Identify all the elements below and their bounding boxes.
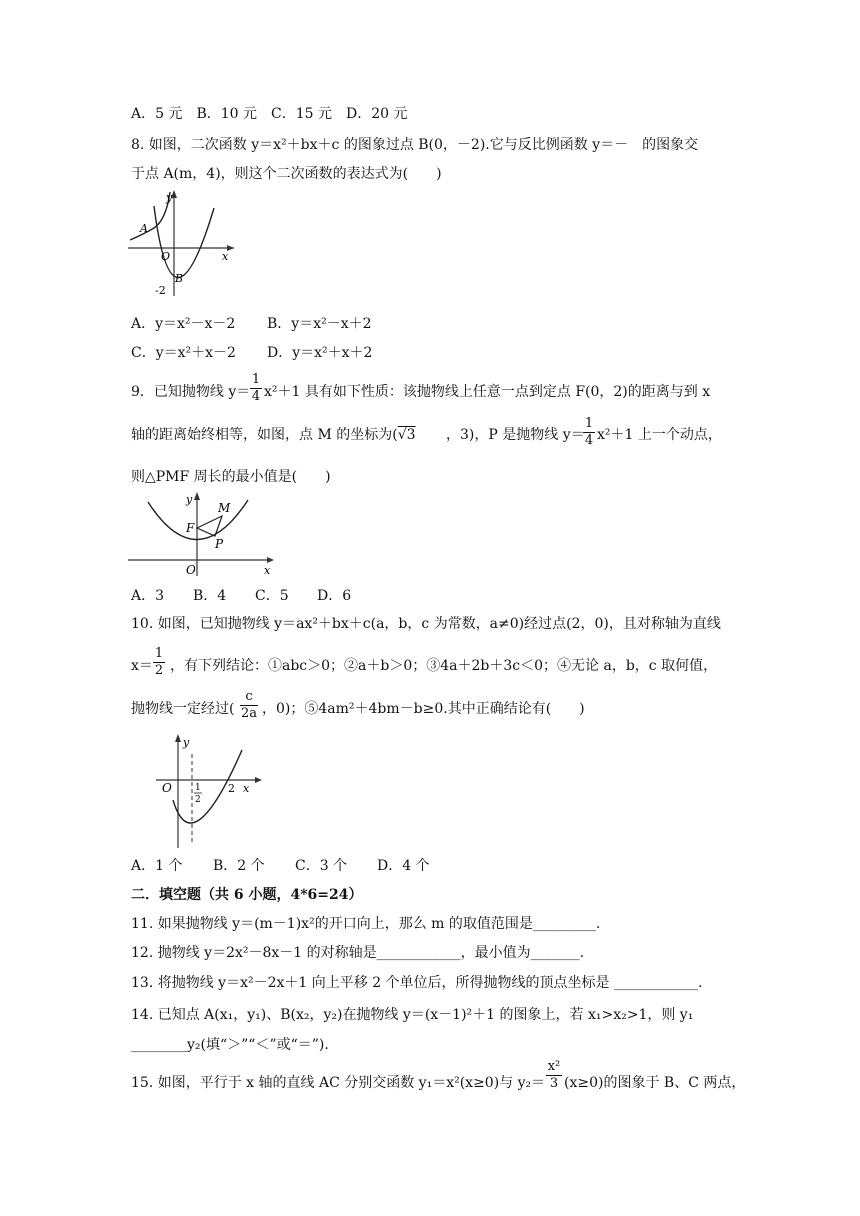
q8-label-O: O (161, 250, 171, 263)
q9-line1a: 9．已知抛物线 y＝ (131, 384, 251, 400)
q10-x-arrow (255, 777, 262, 783)
q9-label-M: M (218, 501, 231, 515)
q10-line1: 10. 如图，已知抛物线 y＝ax²＋bx＋c(a，b，c 为常数，a≠0)经过点(2，0)，且对称轴为直线 (131, 616, 721, 632)
q9-frac1-num: 1 (251, 372, 261, 387)
q10-option-c: C．3 个 (295, 858, 348, 874)
q9-frac1-den: 4 (251, 389, 261, 404)
q8-option-a: A．y＝x²－x－2 (131, 316, 236, 332)
q9-label-x: x (264, 564, 271, 577)
q8-label-B: B (175, 272, 184, 285)
q9-line3: 则△PMF 周长的最小值是( ) (131, 469, 331, 485)
q9-fraction-2 (583, 417, 595, 448)
q10-half-den: 2 (154, 663, 164, 678)
q10-line2a: x＝ (131, 658, 153, 674)
q8-option-d: D．y＝x²＋x＋2 (267, 345, 373, 361)
q8-hyperbola (130, 192, 170, 240)
q10-c-fraction (240, 690, 258, 721)
q10-label-O: O (162, 781, 172, 795)
q8-option-b: B．y＝x²－x＋2 (267, 316, 372, 332)
q9-option-b: B．4 (193, 588, 227, 604)
q9-frac2-den: 4 (584, 433, 594, 448)
q13: 13. 将抛物线 y＝x²－2x＋1 向上平移 2 个单位后，所得抛物线的顶点坐标是 ____________. (131, 975, 703, 991)
q15-frac-den: 3 (549, 1076, 559, 1091)
section-2-heading: 二．填空题（共 6 小题，4*6=24） (131, 887, 363, 903)
q10-line3a: 抛物线一定经过( (131, 701, 235, 717)
q9-y-arrow (194, 492, 200, 500)
q10-label-half-den: 2 (195, 795, 201, 805)
q9-figure (126, 490, 278, 580)
q10-half-num: 1 (154, 646, 164, 661)
q9-frac2-num: 1 (584, 416, 594, 431)
q10-line2b: ，有下列结论：①abc＞0；②a＋b＞0；③4a＋2b＋3c＜0；④无论 a，b，c 取何值， (170, 658, 718, 674)
q9-label-y: y (186, 493, 193, 506)
q9-sqrt3: √3 (397, 427, 416, 443)
q8-option-c: C．y＝x²＋x－2 (131, 345, 236, 361)
q9-label-P: P (215, 537, 224, 551)
q14-line1: 14. 已知点 A(x₁，y₁)、B(x₂，y₂)在抛物线 y＝(x－1)²＋1 的图象上，若 x₁>x₂>1，则 y₁ (131, 1007, 694, 1023)
q10-figure (154, 732, 266, 852)
q10-line3b: ，0)；⑤4am²＋4bm－b≥0.其中正确结论有( ) (262, 701, 585, 717)
q9-option-c: C．5 (255, 588, 289, 604)
q10-options (131, 857, 430, 875)
q8-label-minus2: -2 (155, 284, 166, 297)
q8-label-x: x (222, 250, 229, 263)
q12: 12. 抛物线 y＝2x²－8x－1 的对称轴是____________，最小值为_______. (131, 945, 585, 961)
q9-line2a: 轴的距离始终相等，如图，点 M 的坐标为( (131, 427, 398, 443)
q9-options (131, 587, 351, 605)
q8-line1: 8. 如图，二次函数 y＝x²＋bx＋c 的图象过点 B(0，－2).它与反比例函数 y＝－ 的图象交 (131, 137, 699, 153)
q11: 11. 如果抛物线 y＝(m－1)x²的开口向上，那么 m 的取值范围是_________. (131, 916, 601, 932)
q10-half-fraction (153, 647, 165, 678)
q15-frac-num: x² (547, 1059, 561, 1074)
q8-options-row2 (131, 344, 372, 362)
q10-label-half-num: 1 (195, 783, 201, 793)
q9-line1b: x²＋1 具有如下性质：该抛物线上任意一点到定点 F(0，2)的距离与到 x (264, 384, 711, 400)
q8-figure (126, 188, 238, 300)
q9-fraction-1 (250, 373, 262, 404)
q8-options-row1 (131, 315, 372, 333)
q10-label-2: 2 (228, 782, 235, 795)
q10-option-a: A．1 个 (131, 858, 183, 874)
q10-c-num: c (245, 689, 253, 704)
q10-option-b: B．2 个 (213, 858, 265, 874)
q8-label-y: y (166, 191, 173, 204)
q9-label-F: F (186, 521, 195, 535)
q15-fraction (546, 1060, 562, 1091)
q9-option-d: D．6 (317, 588, 352, 604)
q8-label-A: A (140, 222, 148, 235)
q15-line1a: 15. 如图，平行于 x 轴的直线 AC 分别交函数 y₁＝x²(x≥0)与 y₂＝ (131, 1075, 546, 1091)
q10-c-den: 2a (240, 706, 258, 721)
q9-option-a: A．3 (131, 588, 165, 604)
q9-parabola (148, 500, 248, 540)
q10-option-d: D．4 个 (377, 858, 430, 874)
q10-label-x: x (243, 782, 250, 795)
q8-line2: 于点 A(m，4)，则这个二次函数的表达式为( ) (131, 166, 442, 182)
q14-line2: ________y₂(填“＞”“＜”或“＝”). (131, 1037, 329, 1053)
q9-x-arrow (267, 557, 274, 563)
q10-label-y: y (183, 736, 190, 749)
q9-line2b: ，3)，P 是抛物线 y＝ (446, 427, 585, 443)
q9-label-O: O (186, 563, 196, 577)
q9-line2c: x²＋1 上一个动点， (597, 427, 722, 443)
q7-options: A．5 元 B．10 元 C．15 元 D．20 元 (131, 106, 408, 122)
q9-line2 (131, 426, 416, 444)
q10-y-arrow (175, 734, 181, 742)
q15-line1b: (x≥0)的图象于 B、C 两点， (564, 1075, 746, 1091)
